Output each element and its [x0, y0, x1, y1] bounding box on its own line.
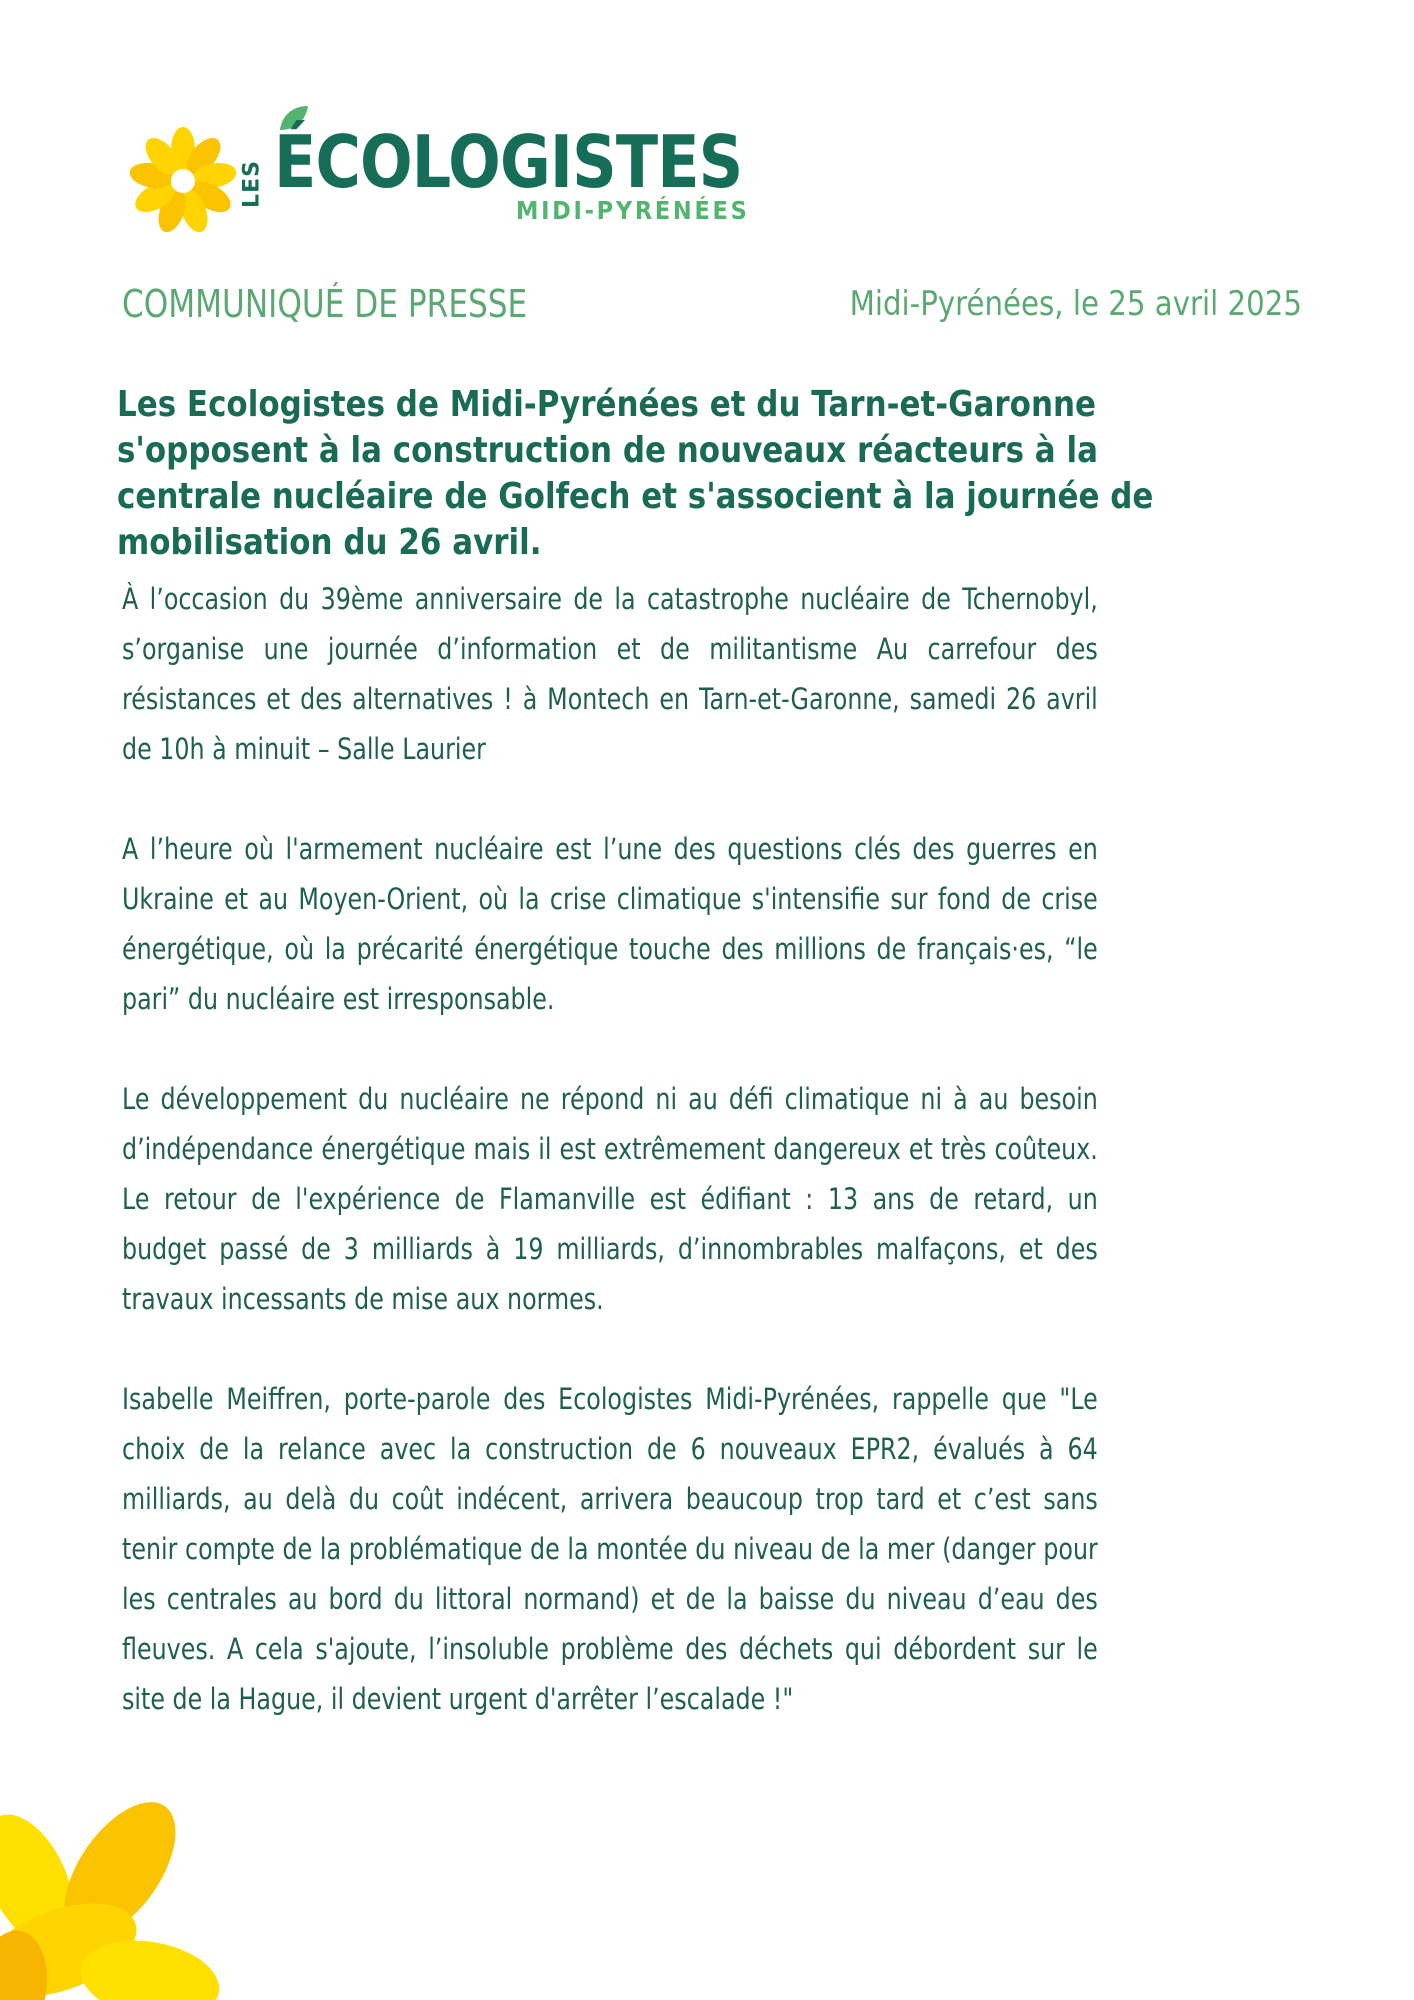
logo [128, 104, 778, 254]
location-date: Midi-Pyrénées, le 25 avril 2025 [849, 284, 1302, 324]
logo-region: MIDI-PYRÉNÉES [516, 196, 750, 225]
headline: Les Ecologistes de Midi-Pyrénées et du Tarn-et-Garonne s'opposent à la construction de nouveaux réacteurs à la centrale nucléaire de Golfech et s'associent à la journée de mobilisation du 26 avril. [117, 384, 1154, 563]
press-release-label: COMMUNIQUÉ DE PRESSE [122, 282, 528, 326]
body-text [122, 574, 1098, 1724]
sunflower-icon [128, 126, 238, 236]
paragraph: Le développement du nucléaire ne répond ni au défi climatique ni à au besoin d’indépendance énergétique mais il est extrêmement dangereux et très coûteux. Le retour de l'expérience de Flamanville est édifiant : 13 ans de retard, un budget passé de 3 milliards à 19 milliards, d’innombrables malfaçons, et des travaux incessants de mise aux normes. [122, 1082, 1098, 1316]
paragraph: Isabelle Meiffren, porte-parole des Ecologistes Midi-Pyrénées, rappelle que "Le choix de la relance avec la construction de 6 nouveaux EPR2, évalués à 64 milliards, au delà du coût indécent, arrivera beaucoup trop tard et c’est sans tenir compte de la problématique de la montée du niveau de la mer (danger pour les centrales au bord du littoral normand) et de la baisse du niveau d’eau des fleuves. A cela s'ajoute, l’insoluble problème des déchets qui débordent sur le site de la Hague, il devient urgent d'arrêter l’escalade !" [122, 1382, 1098, 1716]
logo-wordmark: ÉCOLOGISTES [274, 120, 743, 204]
paragraph: A l’heure où l'armement nucléaire est l’une des questions clés des guerres en Ukraine et au Moyen-Orient, où la crise climatique s'intensifie sur fond de crise énergétique, où la précarité énergétique touche des millions de français·es, “le pari” du nucléaire est irresponsable. [122, 832, 1098, 1016]
logo-les-label: LES [239, 160, 265, 208]
logo-les-text [228, 144, 276, 224]
sunflower-petals-decoration [0, 1760, 240, 2000]
paragraph: À l’occasion du 39ème anniversaire de la catastrophe nucléaire de Tchernobyl, s’organise une journée d’information et de militantisme Au carrefour des résistances et des alternatives ! à Montech en Tarn-et-Garonne, samedi 26 avril de 10h à minuit – Salle Laurier [122, 582, 1098, 766]
